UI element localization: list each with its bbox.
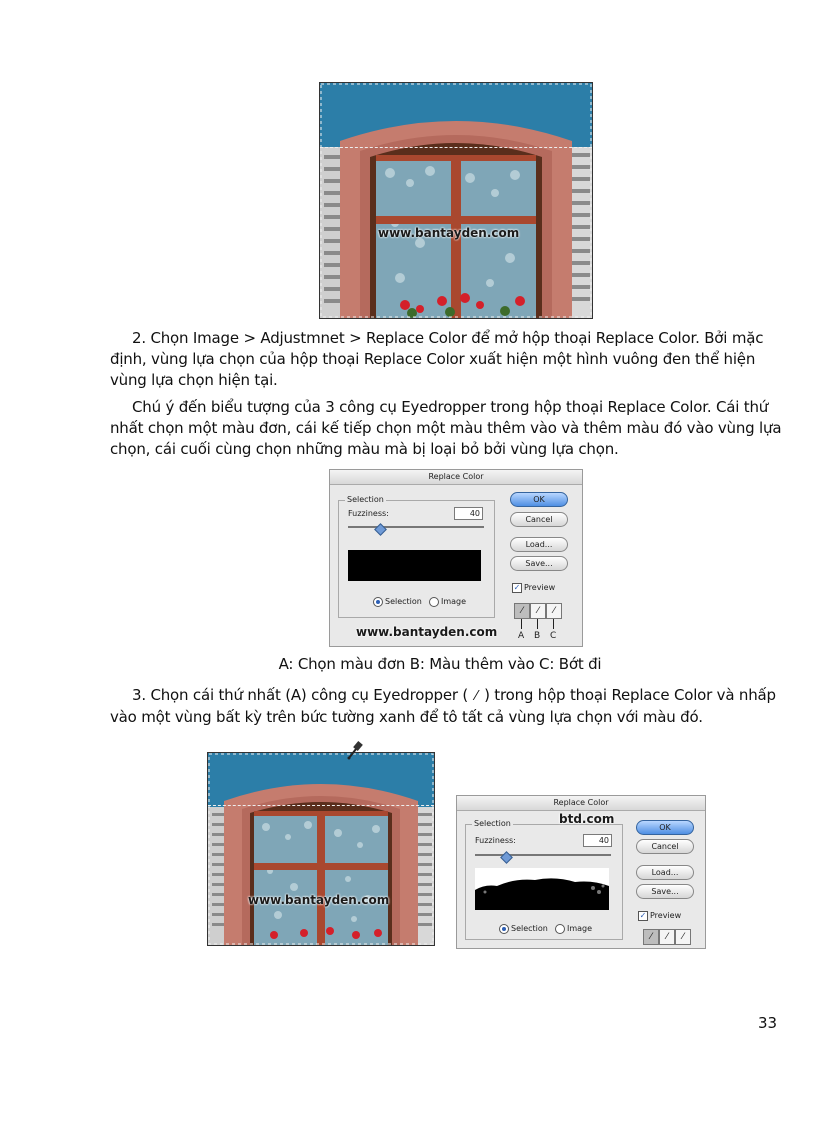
selection-mask-preview (475, 868, 609, 910)
eyedropper-plus-tool-icon[interactable]: ⁄ (530, 603, 546, 619)
eyedropper-tool-icon-2[interactable]: ⁄ (643, 929, 659, 945)
radio-image[interactable] (429, 597, 439, 607)
radio-image-label: Image (441, 597, 467, 606)
load-button-2[interactable]: Load... (636, 865, 694, 880)
pointer-line-b (537, 619, 538, 629)
preview-checkbox-2[interactable]: ✓ (639, 911, 647, 920)
selection-marquee-2 (208, 805, 434, 806)
eyedropper-tool-icon[interactable]: ⁄ (514, 603, 530, 619)
fuzziness-slider-2[interactable] (475, 854, 611, 856)
page-number: 33 (758, 1014, 778, 1032)
radio-selection-2[interactable] (499, 924, 509, 934)
preview-label-2: Preview (650, 911, 682, 920)
eyedropper-icon: ⁄ (475, 689, 478, 704)
preview-checkbox[interactable]: ✓ (513, 583, 521, 592)
load-button[interactable]: Load... (510, 537, 568, 552)
paragraph-step-2: 2. Chọn Image > Adjustmnet > Replace Color để mở hộp thoại Replace Color. Bởi mặc định, vùng lựa chọn của hộp thoại Replace Color xuất hiện một hình vuông đen thể hiện vùng lựa chọn hiện tại. (110, 329, 764, 389)
radio-selection-label-2: Selection (511, 924, 548, 933)
watermark-4: btd.com (559, 812, 615, 826)
save-button[interactable]: Save... (510, 556, 568, 571)
pointer-line-a (521, 619, 522, 629)
paragraph-eyedropper-note: Chú ý đến biểu tượng của 3 công cụ Eyedropper trong hộp thoại Replace Color. Cái thứ nhất chọn một màu đơn, cái kế tiếp chọn một màu thêm vào và thêm màu đó vào vùng lựa chọn, cái cuối cùng chọn những màu mà bị loại bỏ bởi vùng lựa chọn. (110, 398, 782, 458)
label-c: C (550, 631, 557, 641)
fuzziness-label-2: Fuzziness: (475, 836, 516, 845)
selection-preview (348, 550, 481, 581)
dialog-title-2: Replace Color (457, 796, 705, 811)
watermark-2: www.bantayden.com (356, 625, 498, 639)
fuzziness-label: Fuzziness: (348, 509, 389, 518)
eyedropper-minus-tool-icon[interactable]: ⁄ (546, 603, 562, 619)
cancel-button[interactable]: Cancel (510, 512, 568, 527)
replace-color-dialog-2 (456, 795, 706, 949)
paragraph-step-3: 3. Chọn cái thứ nhất (A) công cụ Eyedropper ( ⁄ ) trong hộp thoại Replace Color và nhấp vào một vùng bất kỳ trên bức tường xanh để tô tất cả vùng lựa chọn với màu đó. (110, 686, 776, 726)
fuzziness-field-2[interactable]: 40 (583, 834, 612, 847)
pointer-line-c (553, 619, 554, 629)
ok-button-2[interactable]: OK (636, 820, 694, 835)
radio-image-label-2: Image (567, 924, 593, 933)
save-button-2[interactable]: Save... (636, 884, 694, 899)
selection-group: Selection (338, 500, 495, 618)
label-b: B (534, 631, 541, 641)
preview-label: Preview (524, 583, 556, 592)
window-photo-2 (207, 752, 435, 946)
eyedropper-plus-tool-icon-2[interactable]: ⁄ (659, 929, 675, 945)
radio-selection[interactable] (373, 597, 383, 607)
selection-group-2: Selection (465, 824, 623, 940)
eyedropper-minus-tool-icon-2[interactable]: ⁄ (675, 929, 691, 945)
window-photo-1 (319, 82, 593, 319)
ok-button[interactable]: OK (510, 492, 568, 507)
eyedropper-cursor-icon (346, 740, 364, 760)
radio-selection-label: Selection (385, 597, 422, 606)
selection-marquee (320, 147, 592, 148)
watermark-1: www.bantayden.com (378, 226, 520, 240)
cancel-button-2[interactable]: Cancel (636, 839, 694, 854)
watermark-3: www.bantayden.com (248, 893, 390, 907)
replace-color-dialog (329, 469, 583, 647)
radio-image-2[interactable] (555, 924, 565, 934)
figure-caption: A: Chọn màu đơn B: Màu thêm vào C: Bớt đi (278, 655, 602, 673)
fuzziness-field[interactable]: 40 (454, 507, 483, 520)
fuzziness-slider[interactable] (348, 526, 484, 528)
label-a: A (518, 631, 525, 641)
dialog-title: Replace Color (330, 470, 582, 485)
